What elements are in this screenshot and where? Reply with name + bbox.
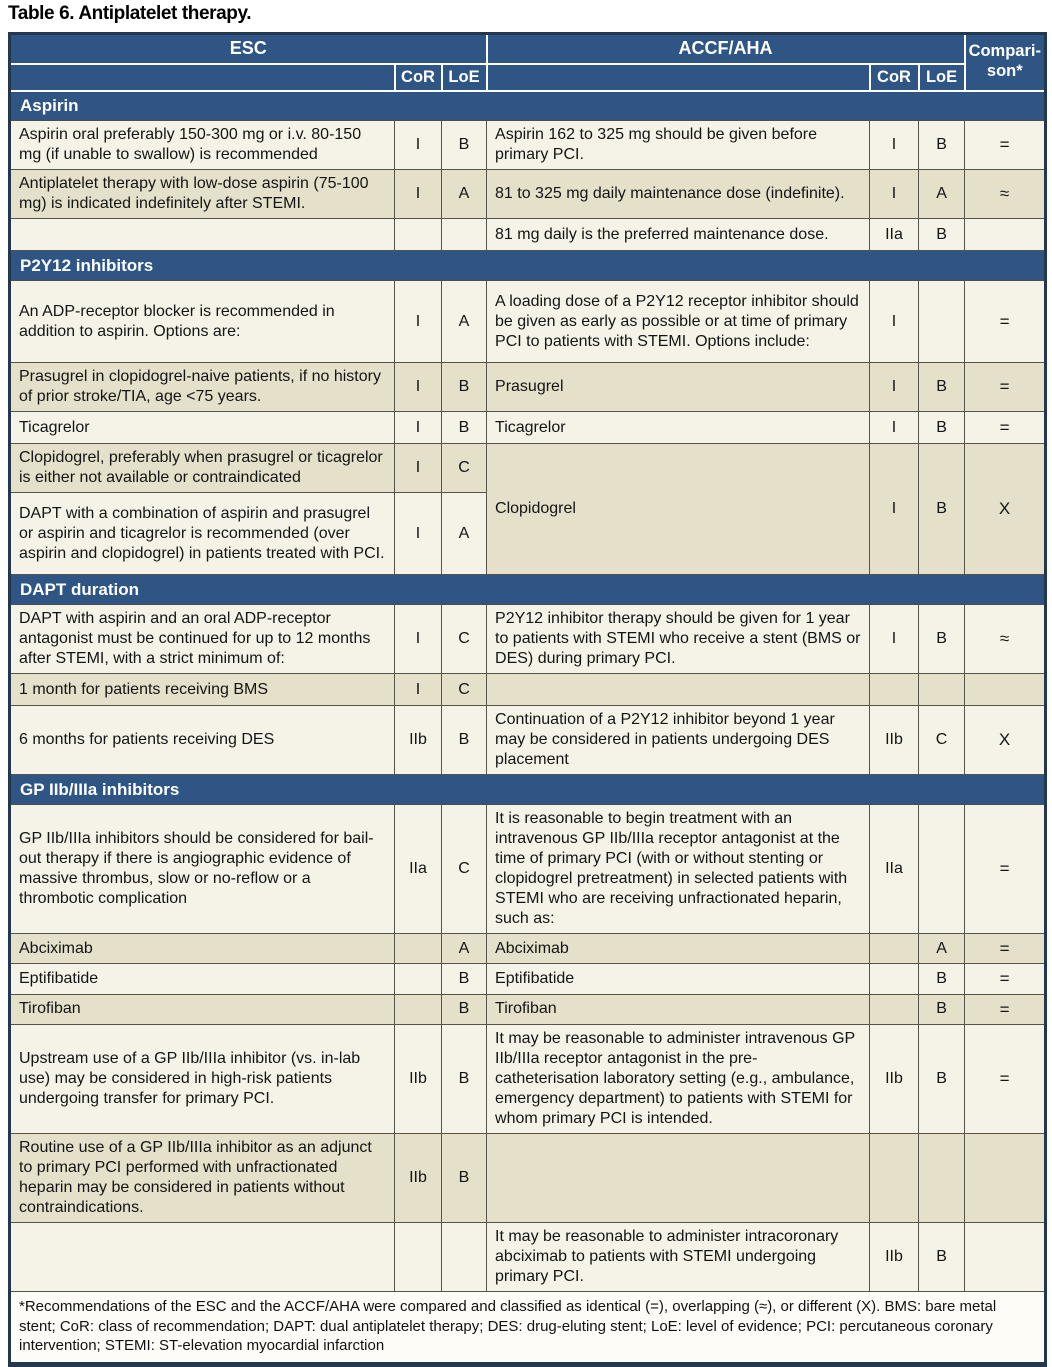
comparison-value: = (965, 1024, 1046, 1133)
esc-cor-value: I (395, 281, 442, 363)
comparison-value: = (965, 994, 1046, 1024)
esc-cor-value (395, 994, 442, 1024)
accf-recommendation: Continuation of a P2Y12 inhibitor beyond 1 year may be considered in patients undergoing DES placement (487, 706, 870, 775)
comparison-value (965, 1222, 1046, 1291)
accf-cor-value: I (870, 121, 919, 170)
esc-recommendation: Routine use of a GP IIb/IIIa inhibitor as an adjunct to primary PCI performed with unfractionated heparin may be considered in patients without contraindications. (10, 1133, 395, 1222)
esc-cor-value: I (395, 170, 442, 219)
esc-spacer-header (10, 64, 395, 91)
esc-loe-value: B (442, 121, 487, 170)
section-header-row (10, 251, 1046, 281)
accf-loe-value: B (919, 1222, 965, 1291)
esc-loe-value: B (442, 706, 487, 775)
esc-loe-value: C (442, 674, 487, 706)
comparison-value: = (965, 363, 1046, 412)
accf-recommendation: A loading dose of a P2Y12 receptor inhibitor should be given as early as possible or at time of primary PCI to patients with STEMI. Options include: (487, 281, 870, 363)
accf-cor-value: I (870, 170, 919, 219)
comparison-value: = (965, 281, 1046, 363)
accf-recommendation: 81 mg daily is the preferred maintenance dose. (487, 219, 870, 251)
table-row (10, 605, 1046, 674)
accf-loe-value (919, 674, 965, 706)
accf-recommendation: Abciximab (487, 934, 870, 964)
esc-recommendation: Ticagrelor (10, 412, 395, 444)
esc-cor-value: I (395, 674, 442, 706)
table-row (10, 706, 1046, 775)
accf-recommendation: Prasugrel (487, 363, 870, 412)
accf-recommendation: Tirofiban (487, 994, 870, 1024)
accf-recommendation: It may be reasonable to administer intravenous GP IIb/IIIa receptor antagonist in the pre-catheterisation laboratory setting (e.g., ambulance, emergency department) to patients with STEMI for whom primary PCI is intended. (487, 1024, 870, 1133)
accf-loe-value (919, 1133, 965, 1222)
table-row (10, 412, 1046, 444)
esc-loe-value: B (442, 1024, 487, 1133)
comparison-value: = (965, 934, 1046, 964)
esc-recommendation: Eptifibatide (10, 964, 395, 994)
comparison-value: ≈ (965, 605, 1046, 674)
esc-recommendation: Antiplatelet therapy with low-dose aspirin (75-100 mg) is indicated indefinitely after STEMI. (10, 170, 395, 219)
comparison-value (965, 1133, 1046, 1222)
comparison-value: X (965, 444, 1046, 575)
esc-recommendation: DAPT with a combination of aspirin and prasugrel or aspirin and ticagrelor is recommended (over aspirin and clopidogrel) in patients treated with PCI. (10, 493, 395, 575)
comparison-value: = (965, 121, 1046, 170)
accf-cor-value (870, 674, 919, 706)
section-title-p2y12: P2Y12 inhibitors (10, 251, 1046, 281)
esc-recommendation: An ADP-receptor blocker is recommended in addition to aspirin. Options are: (10, 281, 395, 363)
accf-recommendation: P2Y12 inhibitor therapy should be given for 1 year to patients with STEMI who receive a stent (BMS or DES) during primary PCI. (487, 605, 870, 674)
table-row (10, 674, 1046, 706)
esc-cor-value: I (395, 605, 442, 674)
esc-recommendation: Prasugrel in clopidogrel-naive patients, if no history of prior stroke/TIA, age <75 years. (10, 363, 395, 412)
table-row (10, 170, 1046, 219)
comparison-value (965, 219, 1046, 251)
table-row (10, 281, 1046, 363)
accf-cor-value: I (870, 412, 919, 444)
accf-loe-value: C (919, 706, 965, 775)
section-title-aspirin: Aspirin (10, 91, 1046, 121)
esc-cor-value: I (395, 444, 442, 493)
esc-recommendation: Aspirin oral preferably 150-300 mg or i.v. 80-150 mg (if unable to swallow) is recommended (10, 121, 395, 170)
accf-cor-value: I (870, 605, 919, 674)
esc-loe-value: C (442, 805, 487, 934)
esc-recommendation: 1 month for patients receiving BMS (10, 674, 395, 706)
section-title-dapt-duration: DAPT duration (10, 575, 1046, 605)
comparison-value: ≈ (965, 170, 1046, 219)
accf-recommendation (487, 1133, 870, 1222)
comparison-value (965, 674, 1046, 706)
esc-cor-value: IIa (395, 805, 442, 934)
accf-loe-value: B (919, 1024, 965, 1133)
esc-loe-value: A (442, 493, 487, 575)
esc-loe-value: A (442, 281, 487, 363)
comparison-value: = (965, 964, 1046, 994)
accf-loe-value: A (919, 170, 965, 219)
table-row (10, 1133, 1046, 1222)
table-row (10, 1222, 1046, 1291)
accf-recommendation: Eptifibatide (487, 964, 870, 994)
esc-loe-value: C (442, 444, 487, 493)
table-row (10, 994, 1046, 1024)
esc-cor-value (395, 964, 442, 994)
esc-recommendation (10, 1222, 395, 1291)
table-row (10, 121, 1046, 170)
accf-loe-value: B (919, 363, 965, 412)
accf-loe-header: LoE (919, 64, 965, 91)
accf-recommendation: Aspirin 162 to 325 mg should be given before primary PCI. (487, 121, 870, 170)
esc-loe-value: B (442, 363, 487, 412)
esc-loe-value: B (442, 964, 487, 994)
accf-cor-value: I (870, 363, 919, 412)
section-header-row (10, 91, 1046, 121)
esc-header: ESC (10, 34, 487, 64)
esc-recommendation: Upstream use of a GP IIb/IIIa inhibitor (vs. in-lab use) may be considered in high-risk patients undergoing transfer for primary PCI. (10, 1024, 395, 1133)
accf-recommendation: 81 to 325 mg daily maintenance dose (indefinite). (487, 170, 870, 219)
esc-loe-value: B (442, 994, 487, 1024)
accf-recommendation: Ticagrelor (487, 412, 870, 444)
esc-cor-value: IIb (395, 1133, 442, 1222)
accf-cor-header: CoR (870, 64, 919, 91)
table-row (10, 444, 1046, 493)
esc-cor-header: CoR (395, 64, 442, 91)
esc-loe-value: A (442, 170, 487, 219)
esc-cor-value: I (395, 493, 442, 575)
esc-recommendation: Clopidogrel, preferably when prasugrel or ticagrelor is either not available or contraindicated (10, 444, 395, 493)
accf-cor-value (870, 1133, 919, 1222)
esc-cor-value: I (395, 412, 442, 444)
esc-cor-value: I (395, 363, 442, 412)
esc-loe-value: C (442, 605, 487, 674)
table-title: Table 6. Antiplatelet therapy. (8, 3, 252, 24)
table-row (10, 934, 1046, 964)
accf-loe-value: B (919, 219, 965, 251)
accf-cor-value: IIa (870, 219, 919, 251)
accf-recommendation: It is reasonable to begin treatment with an intravenous GP IIb/IIIa receptor antagonist at the time of primary PCI (with or without stenting or clopidogrel pretreatment) in selected patients with STEMI who are receiving unfractionated heparin, such as: (487, 805, 870, 934)
accf-loe-value (919, 281, 965, 363)
comparison-value: = (965, 412, 1046, 444)
table-row (10, 219, 1046, 251)
section-header-row (10, 575, 1046, 605)
accf-loe-value: B (919, 121, 965, 170)
accf-cor-value: IIa (870, 805, 919, 934)
footnote: *Recommendations of the ESC and the ACCF/AHA were compared and classified as identical (=), overlapping (≈), or different (X). BMS: bare metal stent; CoR: class of recommendation; DAPT: dual antiplatelet therapy; DES: drug-eluting stent; LoE: level of evidence; PCI: percutaneous coronary intervention; STEMI: ST-elevation myocardial infarction (10, 1291, 1046, 1364)
accf-cor-value: I (870, 281, 919, 363)
footnote-row (10, 1291, 1046, 1364)
accf-cor-value: IIb (870, 706, 919, 775)
esc-recommendation (10, 219, 395, 251)
accf-recommendation-merged: Clopidogrel (487, 444, 870, 575)
accf-loe-value (919, 805, 965, 934)
accf-recommendation (487, 674, 870, 706)
accf-cor-value (870, 934, 919, 964)
comparison-header: Compari-son* (965, 34, 1046, 91)
esc-cor-value: I (395, 121, 442, 170)
esc-loe-value: B (442, 1133, 487, 1222)
esc-cor-value: IIb (395, 1024, 442, 1133)
accf-loe-value: B (919, 605, 965, 674)
table-row (10, 1024, 1046, 1133)
accf-loe-value: A (919, 934, 965, 964)
esc-cor-value (395, 934, 442, 964)
accf-cor-value (870, 964, 919, 994)
accf-cor-value: I (870, 444, 919, 575)
esc-loe-value: A (442, 934, 487, 964)
esc-cor-value: IIb (395, 706, 442, 775)
esc-loe-value (442, 219, 487, 251)
esc-loe-value (442, 1222, 487, 1291)
table-row (10, 964, 1046, 994)
esc-cor-value (395, 219, 442, 251)
accf-loe-value: B (919, 994, 965, 1024)
section-title-gp-iib-iiia: GP IIb/IIIa inhibitors (10, 775, 1046, 805)
accf-spacer-header (487, 64, 870, 91)
comparison-value: X (965, 706, 1046, 775)
accf-loe-value: B (919, 412, 965, 444)
accf-loe-value: B (919, 964, 965, 994)
header-row-columns (10, 64, 1046, 91)
esc-loe-value: B (442, 412, 487, 444)
accf-loe-value: B (919, 444, 965, 575)
esc-recommendation: Tirofiban (10, 994, 395, 1024)
comparison-value: = (965, 805, 1046, 934)
esc-loe-header: LoE (442, 64, 487, 91)
esc-recommendation: 6 months for patients receiving DES (10, 706, 395, 775)
table-row (10, 805, 1046, 934)
esc-recommendation: GP IIb/IIIa inhibitors should be considered for bail-out therapy if there is angiographic evidence of massive thrombus, slow or no-reflow or a thrombotic complication (10, 805, 395, 934)
esc-recommendation: Abciximab (10, 934, 395, 964)
section-header-row (10, 775, 1046, 805)
table-row (10, 363, 1046, 412)
accf-cor-value: IIb (870, 1222, 919, 1291)
accf-cor-value (870, 994, 919, 1024)
accf-cor-value: IIb (870, 1024, 919, 1133)
esc-recommendation: DAPT with aspirin and an oral ADP-receptor antagonist must be continued for up to 12 months after STEMI, with a strict minimum of: (10, 605, 395, 674)
accf-recommendation: It may be reasonable to administer intracoronary abciximab to patients with STEMI undergoing primary PCI. (487, 1222, 870, 1291)
header-row-organizations (10, 34, 1046, 64)
accf-aha-header: ACCF/AHA (487, 34, 965, 64)
antiplatelet-comparison-table (8, 32, 1047, 1367)
esc-cor-value (395, 1222, 442, 1291)
